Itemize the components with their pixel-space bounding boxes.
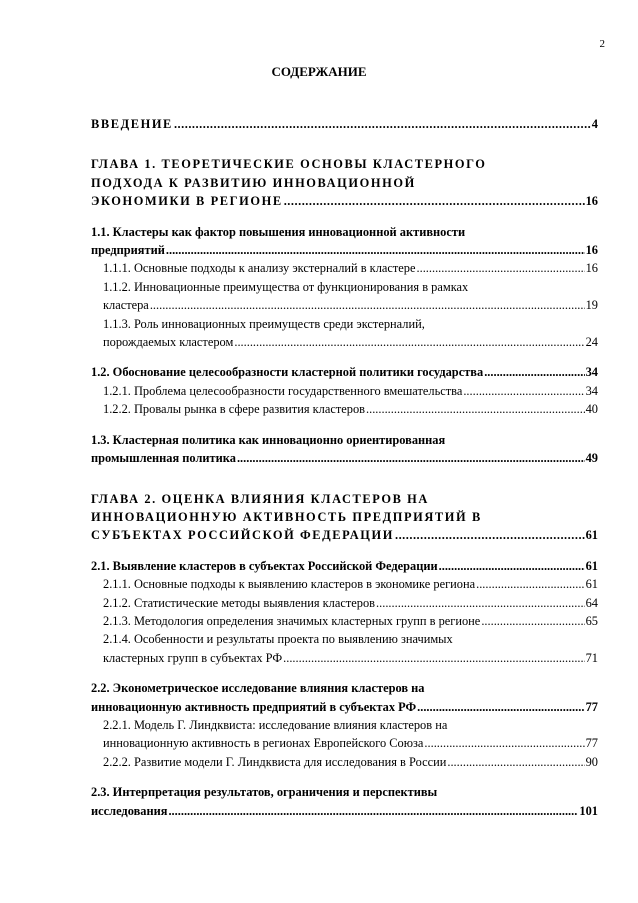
spacer: [91, 468, 598, 490]
toc-section-page: 16: [585, 243, 598, 258]
toc-sub-page: 77: [585, 736, 598, 751]
toc-section[interactable]: [91, 363, 598, 381]
toc-sub-row: [103, 400, 598, 418]
toc-section-label: предприятий: [91, 243, 165, 258]
toc-section-row: [91, 802, 598, 820]
toc-sub[interactable]: [91, 753, 598, 771]
dot-leader: [168, 802, 578, 820]
spacer: [91, 545, 598, 557]
toc-sub-label: 1.2.2. Провалы рынка в сфере развития кластеров: [103, 402, 365, 417]
toc-chapter-text: ПОДХОДА К РАЗВИТИЮ ИННОВАЦИОННОЙ: [91, 175, 416, 190]
toc-sub-text: 2.1.4. Особенности и результаты проекта по выявлению значимых: [103, 632, 453, 647]
toc-sub-label: 2.1.3. Методология определения значимых кластерных групп в регионе: [103, 613, 481, 628]
toc-sub[interactable]: [91, 630, 598, 667]
toc-sub-row: [103, 575, 598, 593]
toc-section-row: [91, 557, 598, 575]
toc-sub[interactable]: [91, 575, 598, 593]
dot-leader: [424, 734, 584, 752]
toc-sub-row: [103, 259, 598, 277]
dot-leader: [366, 400, 585, 418]
spacer: [91, 419, 598, 431]
toc-chapter-page: 61: [585, 528, 598, 543]
spacer: [91, 133, 598, 155]
toc-section-label: 2.1. Выявление кластеров в субъектах Российской Федерации: [91, 558, 438, 573]
toc-section-label: исследования: [91, 803, 168, 818]
toc-section-label: инновационную активность предприятий в субъектах РФ: [91, 699, 417, 714]
toc-section-label: промышленная политика: [91, 451, 236, 466]
toc-section-text: 2.3. Интерпретация результатов, ограничения и перспективы: [91, 785, 438, 800]
toc-sub-row: [103, 649, 598, 667]
toc-sub-row: [103, 296, 598, 314]
toc-section-row: [91, 449, 598, 467]
table-of-contents: [91, 115, 598, 820]
dot-leader: [234, 333, 584, 351]
spacer: [91, 771, 598, 783]
dot-leader: [166, 241, 585, 259]
toc-section-text: 2.2. Эконометрическое исследование влияния кластеров на: [91, 681, 425, 696]
toc-section-label: 1.2. Обоснование целесообразности кластерной политики государства: [91, 365, 484, 380]
dot-leader: [439, 557, 585, 575]
dot-leader: [376, 594, 585, 612]
toc-section[interactable]: [91, 679, 598, 716]
toc-section-page: 101: [579, 803, 598, 818]
spacer: [91, 211, 598, 223]
dot-leader: [417, 698, 584, 716]
toc-sub[interactable]: [91, 400, 598, 418]
dot-leader: [174, 115, 591, 133]
toc-section[interactable]: [91, 783, 598, 820]
toc-sub-text: 2.2.1. Модель Г. Линдквиста: исследование влияния кластеров на: [103, 717, 448, 732]
toc-sub-text: 1.1.2. Инновационные преимущества от функционирования в рамках: [103, 279, 469, 294]
page-number: 2: [599, 38, 605, 50]
toc-sub-page: 65: [585, 613, 598, 628]
toc-section-page: 34: [585, 365, 598, 380]
dot-leader: [484, 363, 584, 381]
toc-sub[interactable]: [91, 278, 598, 315]
toc-intro-page: 4: [591, 117, 598, 131]
dot-leader: [463, 382, 584, 400]
dot-leader: [237, 449, 585, 467]
toc-sub-row: [103, 594, 598, 612]
toc-sub-label: 1.2.1. Проблема целесообразности государственного вмешательства: [103, 383, 463, 398]
toc-chapter[interactable]: [91, 490, 598, 545]
dot-leader: [447, 753, 584, 771]
toc-sub-row: [103, 382, 598, 400]
toc-chapter-label: ЭКОНОМИКИ В РЕГИОНЕ: [91, 194, 283, 209]
toc-section-text: 1.1. Кластеры как фактор повышения инновационной активности: [91, 224, 466, 239]
spacer: [91, 351, 598, 363]
toc-section-row: [91, 698, 598, 716]
toc-section[interactable]: [91, 223, 598, 260]
dot-leader: [395, 526, 585, 544]
toc-sub-label: 2.1.1. Основные подходы к выявлению кластеров в экономике региона: [103, 577, 476, 592]
toc-intro-label: ВВЕДЕНИЕ: [91, 117, 173, 131]
toc-sub-row: [103, 612, 598, 630]
toc-chapter[interactable]: [91, 155, 598, 210]
toc-sub-label: 1.1.1. Основные подходы к анализу экстерналий в кластере: [103, 261, 416, 276]
toc-sub-label: кластера: [103, 298, 149, 313]
toc-sub-row: [103, 753, 598, 771]
toc-chapter-row: [91, 526, 598, 544]
toc-sub-label: 2.2.2. Развитие модели Г. Линдквиста для исследования в России: [103, 754, 447, 769]
toc-section-page: 49: [585, 451, 598, 466]
toc-section[interactable]: [91, 557, 598, 575]
toc-sub-label: порождаемых кластером: [103, 335, 234, 350]
toc-intro[interactable]: [91, 115, 598, 133]
toc-sub[interactable]: [91, 382, 598, 400]
toc-sub-page: 64: [585, 595, 598, 610]
dot-leader: [417, 259, 585, 277]
spacer: [91, 667, 598, 679]
toc-sub-row: [103, 734, 598, 752]
toc-section-row: [91, 363, 598, 381]
toc-chapter-text: ГЛАВА 1. ТЕОРЕТИЧЕСКИЕ ОСНОВЫ КЛАСТЕРНОГО: [91, 157, 487, 172]
toc-sub-label: кластерных групп в субъектах РФ: [103, 650, 283, 665]
toc-sub-page: 90: [585, 754, 598, 769]
toc-sub-row: [103, 333, 598, 351]
dot-leader: [150, 296, 585, 314]
page-title: СОДЕРЖАНИЕ: [271, 64, 367, 79]
toc-sub[interactable]: [91, 716, 598, 753]
dot-leader: [481, 612, 584, 630]
toc-sub[interactable]: [91, 612, 598, 630]
toc-section[interactable]: [91, 431, 598, 468]
dot-leader: [476, 575, 585, 593]
toc-sub-page: 71: [585, 650, 598, 665]
toc-chapter-row: [91, 192, 598, 210]
toc-section-text: 1.3. Кластерная политика как инновационно ориентированная: [91, 432, 446, 447]
toc-sub-label: инновационную активность в регионах Европейского Союза: [103, 736, 424, 751]
toc-sub-page: 61: [585, 577, 598, 592]
toc-chapter-page: 16: [585, 194, 598, 209]
dot-leader: [283, 649, 584, 667]
toc-sub-text: 1.1.3. Роль инновационных преимуществ среди экстерналий,: [103, 316, 425, 331]
toc-sub-page: 40: [585, 402, 598, 417]
toc-sub-page: 34: [585, 383, 598, 398]
toc-sub-page: 19: [585, 298, 598, 313]
toc-sub[interactable]: [91, 594, 598, 612]
toc-sub[interactable]: [91, 315, 598, 352]
toc-chapter-label: СУБЪЕКТАХ РОССИЙСКОЙ ФЕДЕРАЦИИ: [91, 528, 394, 543]
dot-leader: [284, 192, 585, 210]
toc-sub-label: 2.1.2. Статистические методы выявления кластеров: [103, 595, 376, 610]
toc-chapter-text: ИННОВАЦИОННУЮ АКТИВНОСТЬ ПРЕДПРИЯТИЙ В: [91, 509, 482, 524]
toc-section-page: 77: [585, 699, 598, 714]
toc-sub-page: 24: [585, 335, 598, 350]
toc-sub[interactable]: [91, 259, 598, 277]
toc-sub-page: 16: [585, 261, 598, 276]
toc-section-page: 61: [585, 558, 598, 573]
toc-section-row: [91, 241, 598, 259]
toc-chapter-text: ГЛАВА 2. ОЦЕНКА ВЛИЯНИЯ КЛАСТЕРОВ НА: [91, 491, 429, 506]
